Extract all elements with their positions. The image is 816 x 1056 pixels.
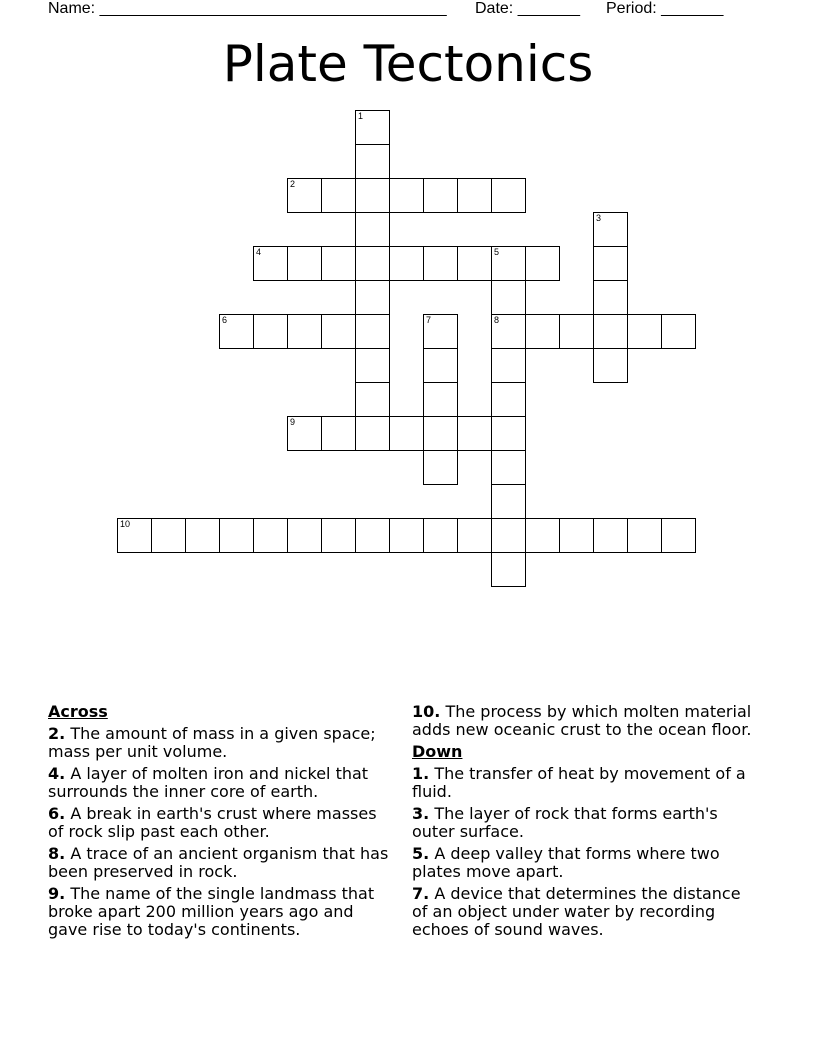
crossword-cell[interactable] [355,382,390,417]
clue-number: 10 [120,519,131,529]
crossword-cell[interactable] [559,518,594,553]
clues-column-right [412,703,757,943]
crossword-cell[interactable] [389,246,424,281]
crossword-cell[interactable] [423,518,458,553]
name-field-label[interactable]: Name: _______________________________________ [48,0,447,17]
crossword-cell[interactable] [491,552,526,587]
crossword-cell[interactable] [423,382,458,417]
crossword-cell[interactable] [287,416,322,451]
crossword-cell[interactable] [219,518,254,553]
crossword-cell[interactable] [661,518,696,553]
period-field-label[interactable]: Period: _______ [606,0,724,17]
crossword-cell[interactable] [253,246,288,281]
across-heading: Across [48,702,108,721]
clues-column-left [48,703,393,943]
clue-across-6: 6. A break in earth's crust where masses of rock slip past each other. [48,804,377,841]
clue-number: 6 [222,315,228,325]
crossword-cell[interactable] [321,178,356,213]
clue-number: 8 [494,315,500,325]
crossword-cell[interactable] [389,518,424,553]
crossword-cell[interactable] [593,348,628,383]
clue-number: 5 [494,247,500,257]
crossword-cell[interactable] [627,518,662,553]
page-title: Plate Tectonics [222,35,594,93]
crossword-cell[interactable] [525,314,560,349]
clue-number: 3 [596,213,602,223]
crossword-cell[interactable] [389,178,424,213]
crossword-cell[interactable] [355,178,390,213]
crossword-cell[interactable] [525,518,560,553]
crossword-cell[interactable] [253,314,288,349]
crossword-cell[interactable] [491,382,526,417]
crossword-cell[interactable] [491,314,526,349]
crossword-cell[interactable] [355,144,390,179]
crossword-cell[interactable] [423,348,458,383]
crossword-cell[interactable] [457,246,492,281]
crossword-cell[interactable] [321,314,356,349]
crossword-cell[interactable] [491,416,526,451]
crossword-cell[interactable] [253,518,288,553]
clue-across-9: 9. The name of the single landmass that broke apart 200 million years ago and gave rise to today's continents. [48,884,375,939]
crossword-cell[interactable] [355,280,390,315]
crossword-cell[interactable] [423,416,458,451]
clue-number: 2 [290,179,296,189]
crossword-cell[interactable] [491,450,526,485]
crossword-cell[interactable] [491,280,526,315]
date-field-label[interactable]: Date: _______ [475,0,580,17]
crossword-cell[interactable] [355,416,390,451]
down-heading: Down [412,742,463,761]
clue-down-3: 3. The layer of rock that forms earth's outer surface. [412,804,718,841]
clue-across-4: 4. A layer of molten iron and nickel that surrounds the inner core of earth. [48,764,369,801]
crossword-cell[interactable] [423,178,458,213]
crossword-cell[interactable] [559,314,594,349]
crossword-cell[interactable] [593,314,628,349]
crossword-cell[interactable] [321,518,356,553]
crossword-cell[interactable] [661,314,696,349]
crossword-cell[interactable] [491,246,526,281]
crossword-cell[interactable] [457,518,492,553]
clue-across-2: 2. The amount of mass in a given space; mass per unit volume. [48,724,376,761]
clue-down-1: 1. The transfer of heat by movement of a fluid. [412,764,746,801]
crossword-cell[interactable] [423,314,458,349]
crossword-cell[interactable] [457,178,492,213]
crossword-cell[interactable] [491,348,526,383]
crossword-cell[interactable] [355,246,390,281]
clue-down-5: 5. A deep valley that forms where two plates move apart. [412,844,720,881]
crossword-cell[interactable] [355,110,390,145]
clue-down-7: 7. A device that determines the distance of an object under water by recording echoes of sound waves. [412,884,741,939]
crossword-cell[interactable] [355,518,390,553]
crossword-cell[interactable] [525,246,560,281]
clue-number: 7 [426,315,432,325]
crossword-cell[interactable] [355,314,390,349]
crossword-cell[interactable] [355,212,390,247]
crossword-cell[interactable] [355,348,390,383]
crossword-cell[interactable] [423,450,458,485]
clue-number: 9 [290,417,296,427]
crossword-cell[interactable] [151,518,186,553]
clue-number: 1 [358,111,364,121]
crossword-cell[interactable] [287,246,322,281]
crossword-cell[interactable] [185,518,220,553]
crossword-cell[interactable] [219,314,254,349]
crossword-cell[interactable] [321,246,356,281]
crossword-cell[interactable] [423,246,458,281]
crossword-cell[interactable] [593,280,628,315]
crossword-cell[interactable] [491,484,526,519]
crossword-cell[interactable] [457,416,492,451]
crossword-cell[interactable] [389,416,424,451]
crossword-cell[interactable] [287,314,322,349]
clue-number: 4 [256,247,262,257]
clue-across-8: 8. A trace of an ancient organism that has been preserved in rock. [48,844,389,881]
crossword-cell[interactable] [593,518,628,553]
crossword-cell[interactable] [593,246,628,281]
crossword-cell[interactable] [491,518,526,553]
crossword-cell[interactable] [287,178,322,213]
crossword-cell[interactable] [627,314,662,349]
crossword-cell[interactable] [593,212,628,247]
crossword-cell[interactable] [287,518,322,553]
crossword-cell[interactable] [321,416,356,451]
clue-across-10: 10. The process by which molten material adds new oceanic crust to the ocean floor. [412,702,752,739]
crossword-cell[interactable] [491,178,526,213]
crossword-cell[interactable] [117,518,152,553]
